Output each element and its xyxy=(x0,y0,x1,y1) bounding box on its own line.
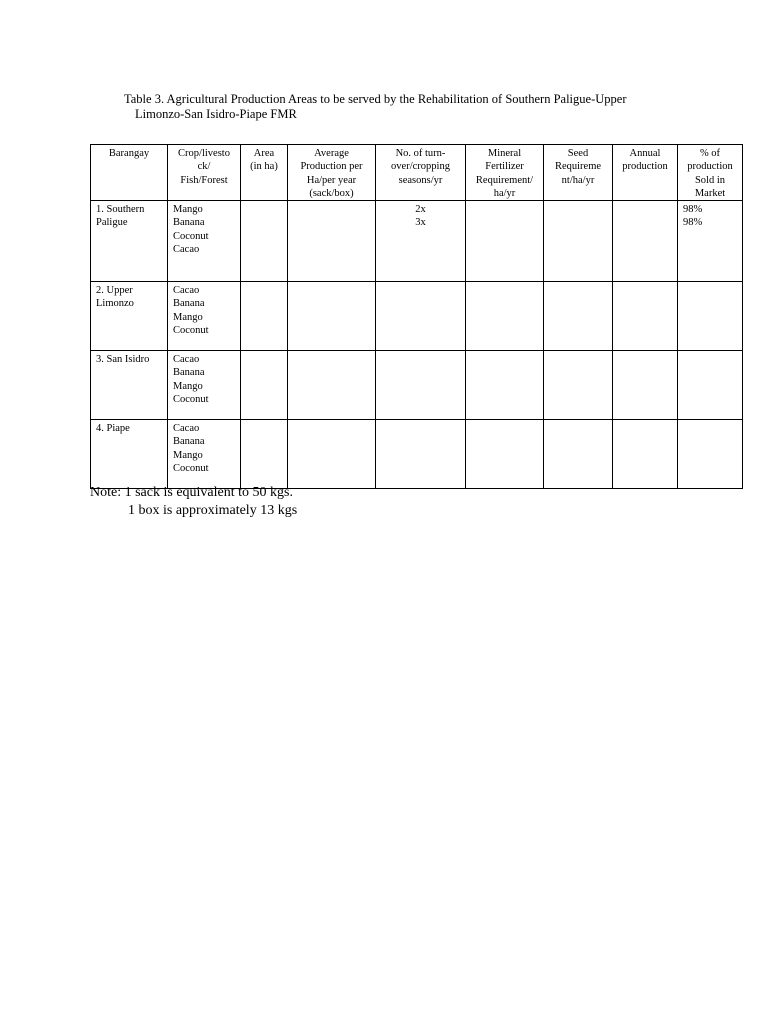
barangay-cell: 3. San Isidro xyxy=(91,351,168,420)
barangay-cell: 4. Piape xyxy=(91,420,168,489)
production-table xyxy=(90,144,743,489)
annual-production-cell xyxy=(613,351,678,420)
percent-sold-cell: 98% 98% xyxy=(678,201,743,282)
fertilizer-cell xyxy=(466,282,544,351)
percent-sold-cell xyxy=(678,351,743,420)
barangay-cell: 2. Upper Limonzo xyxy=(91,282,168,351)
percent-sold-cell xyxy=(678,420,743,489)
table-row xyxy=(91,201,743,282)
table-row xyxy=(91,420,743,489)
annual-production-cell xyxy=(613,282,678,351)
annual-production-cell xyxy=(613,420,678,489)
seed-cell xyxy=(544,420,613,489)
barangay-cell: 1. Southern Paligue xyxy=(91,201,168,282)
table-note xyxy=(90,484,297,520)
crops-cell: Cacao Banana Mango Coconut xyxy=(168,351,241,420)
crops-cell: Mango Banana Coconut Cacao xyxy=(168,201,241,282)
crops-cell: Cacao Banana Mango Coconut xyxy=(168,420,241,489)
header-seed: Seed Requireme nt/ha/yr xyxy=(544,145,613,201)
turnover-cell xyxy=(376,420,466,489)
fertilizer-cell xyxy=(466,420,544,489)
table-row xyxy=(91,282,743,351)
header-crop: Crop/livesto ck/ Fish/Forest xyxy=(168,145,241,201)
average-production-cell xyxy=(288,282,376,351)
header-percent-sold: % of production Sold in Market xyxy=(678,145,743,201)
table-row xyxy=(91,351,743,420)
area-cell xyxy=(241,420,288,489)
caption-line-1: Table 3. Agricultural Production Areas to be served by the Rehabilitation of Southern Paligue-Upper xyxy=(124,92,627,106)
turnover-cell xyxy=(376,351,466,420)
percent-sold-cell xyxy=(678,282,743,351)
header-annual-production: Annual production xyxy=(613,145,678,201)
average-production-cell xyxy=(288,351,376,420)
header-row xyxy=(91,145,743,201)
header-fertilizer: Mineral Fertilizer Requirement/ ha/yr xyxy=(466,145,544,201)
area-cell xyxy=(241,282,288,351)
header-turnover: No. of turn- over/cropping seasons/yr xyxy=(376,145,466,201)
turnover-cell: 2x 3x xyxy=(376,201,466,282)
header-barangay: Barangay xyxy=(91,145,168,201)
seed-cell xyxy=(544,201,613,282)
caption-line-2: Limonzo-San Isidro-Piape FMR xyxy=(135,107,297,121)
header-area: Area (in ha) xyxy=(241,145,288,201)
seed-cell xyxy=(544,351,613,420)
table-caption xyxy=(124,92,684,122)
area-cell xyxy=(241,351,288,420)
seed-cell xyxy=(544,282,613,351)
area-cell xyxy=(241,201,288,282)
fertilizer-cell xyxy=(466,201,544,282)
fertilizer-cell xyxy=(466,351,544,420)
annual-production-cell xyxy=(613,201,678,282)
average-production-cell xyxy=(288,420,376,489)
note-line-1: Note: 1 sack is equivalent to 50 kgs. xyxy=(90,485,293,500)
average-production-cell xyxy=(288,201,376,282)
note-line-2: 1 box is approximately 13 kgs xyxy=(128,503,298,518)
turnover-cell xyxy=(376,282,466,351)
header-average-production: Average Production per Ha/per year (sack/box) xyxy=(288,145,376,201)
crops-cell: Cacao Banana Mango Coconut xyxy=(168,282,241,351)
